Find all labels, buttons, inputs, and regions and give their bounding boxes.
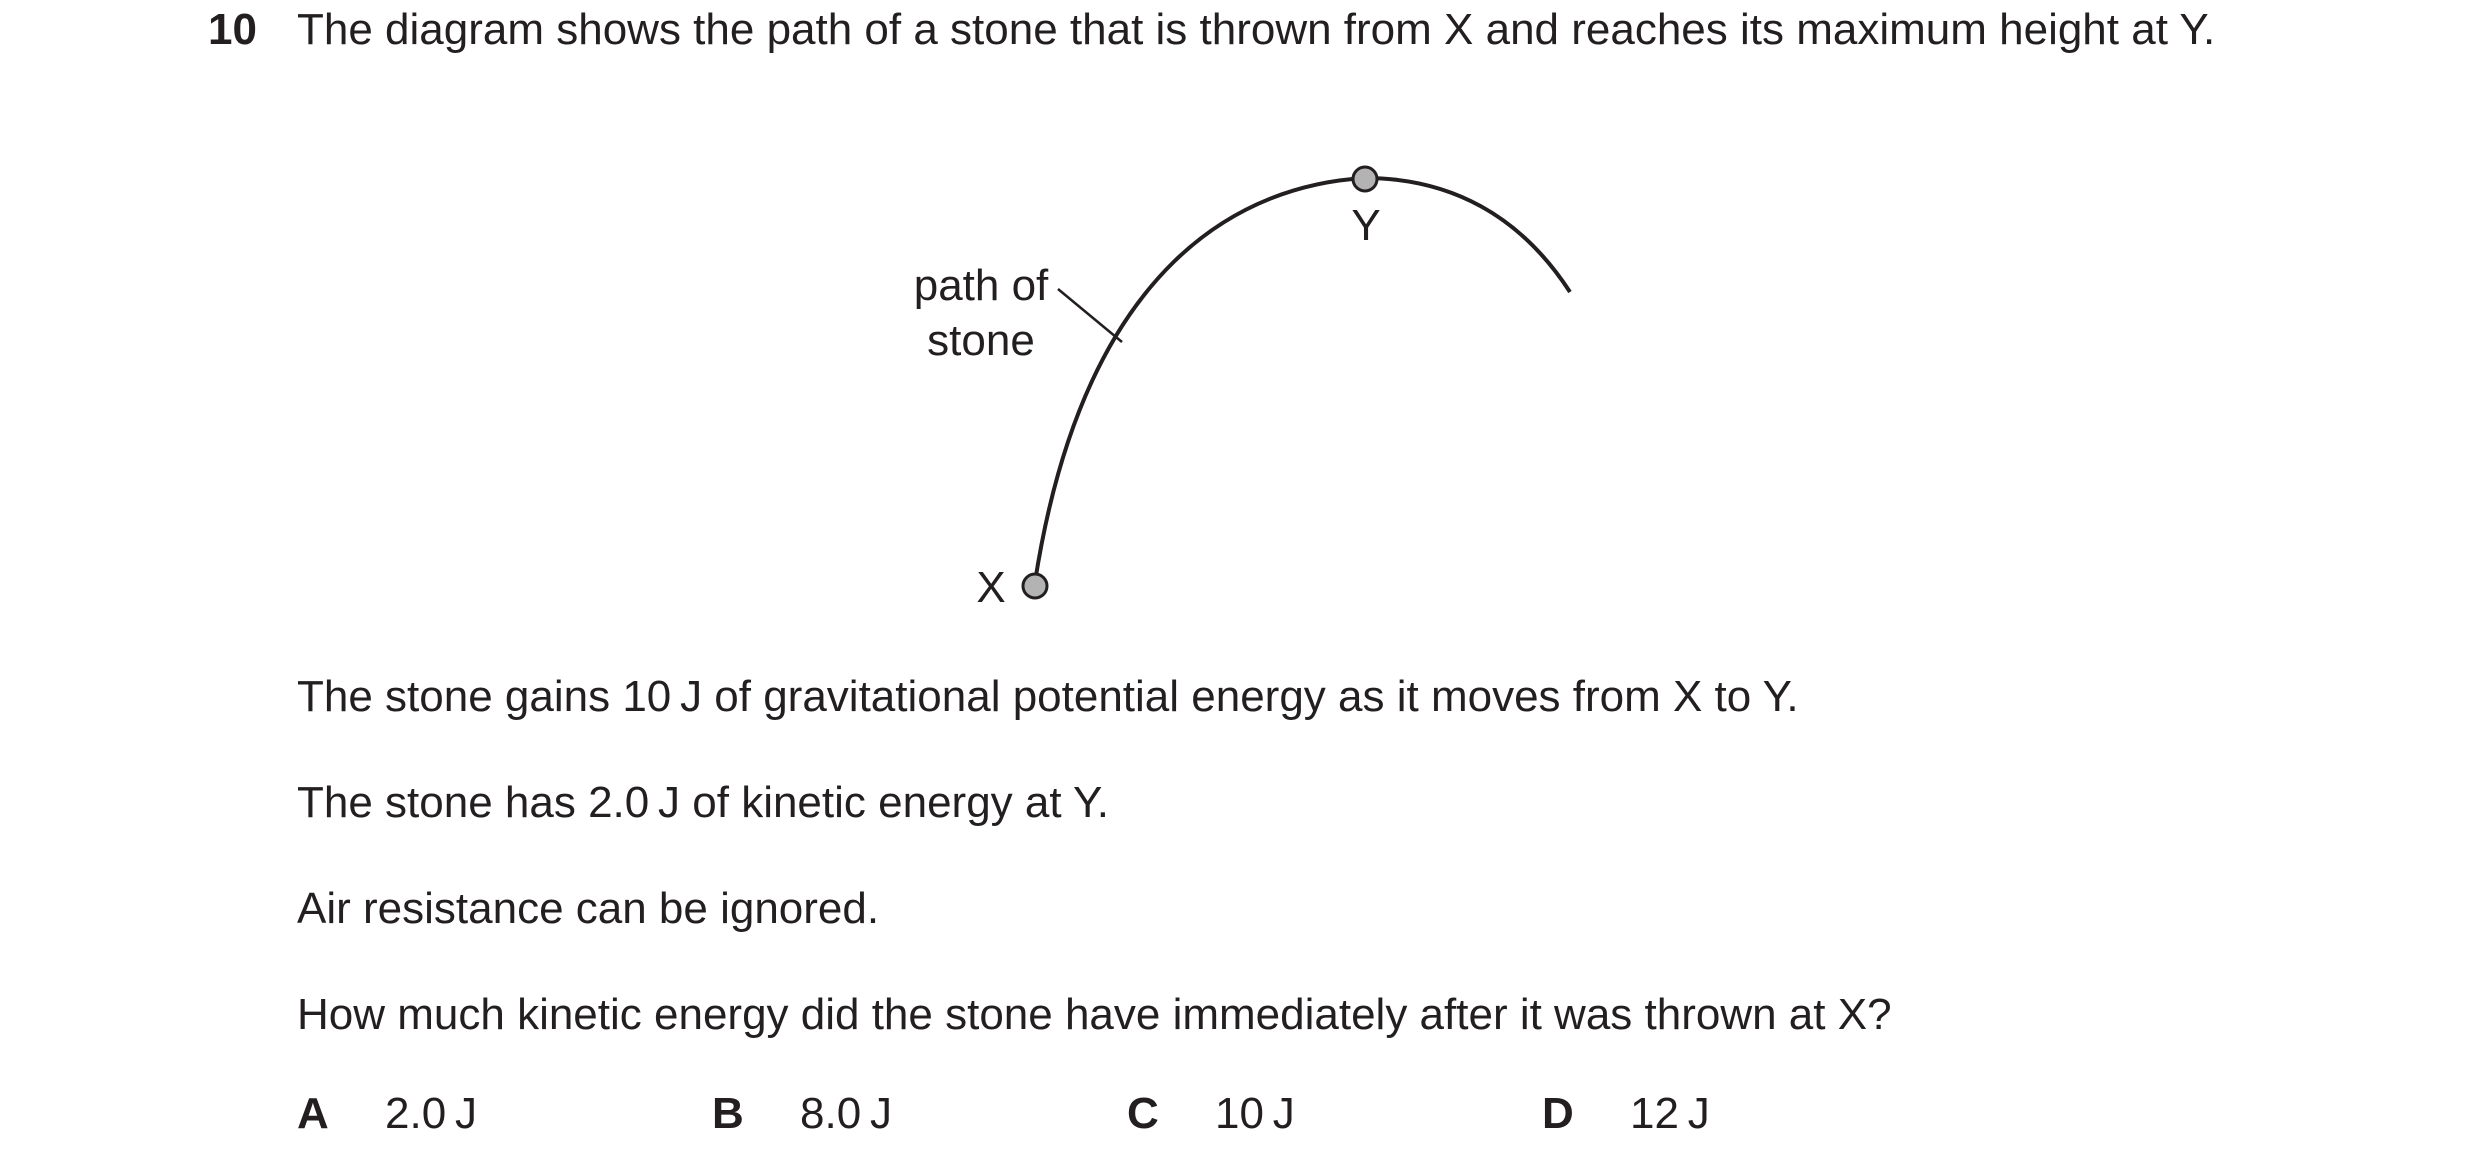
point-x-marker [1023, 574, 1047, 598]
question-number: 10 [208, 5, 257, 54]
question-stem: The diagram shows the path of a stone that is thrown from X and reaches its maximum height at Y. [297, 5, 2216, 54]
path-label-line-2: stone [927, 316, 1035, 365]
option-d-letter[interactable]: D [1542, 1089, 1574, 1138]
stone-path-curve [1035, 178, 1570, 582]
statement-air-resistance: Air resistance can be ignored. [297, 884, 880, 933]
option-c-letter[interactable]: C [1127, 1089, 1159, 1138]
statement-ke-at-y: The stone has 2.0 J of kinetic energy at Y. [297, 778, 1109, 827]
question-prompt: How much kinetic energy did the stone have immediately after it was thrown at X? [297, 990, 1892, 1039]
label-y: Y [1351, 201, 1381, 250]
option-c-text[interactable]: 10 J [1215, 1089, 1295, 1138]
label-x: X [976, 563, 1006, 612]
option-d-text[interactable]: 12 J [1630, 1089, 1710, 1138]
option-a-letter[interactable]: A [297, 1089, 329, 1138]
option-a-text[interactable]: 2.0 J [385, 1089, 477, 1138]
path-label-line-1: path of [913, 261, 1049, 310]
statement-gpe: The stone gains 10 J of gravitational potential energy as it moves from X to Y. [297, 672, 1799, 721]
option-b-letter[interactable]: B [712, 1089, 744, 1138]
option-b-text[interactable]: 8.0 J [800, 1089, 892, 1138]
point-y-marker [1353, 167, 1377, 191]
path-label-leader-line [1058, 289, 1122, 342]
